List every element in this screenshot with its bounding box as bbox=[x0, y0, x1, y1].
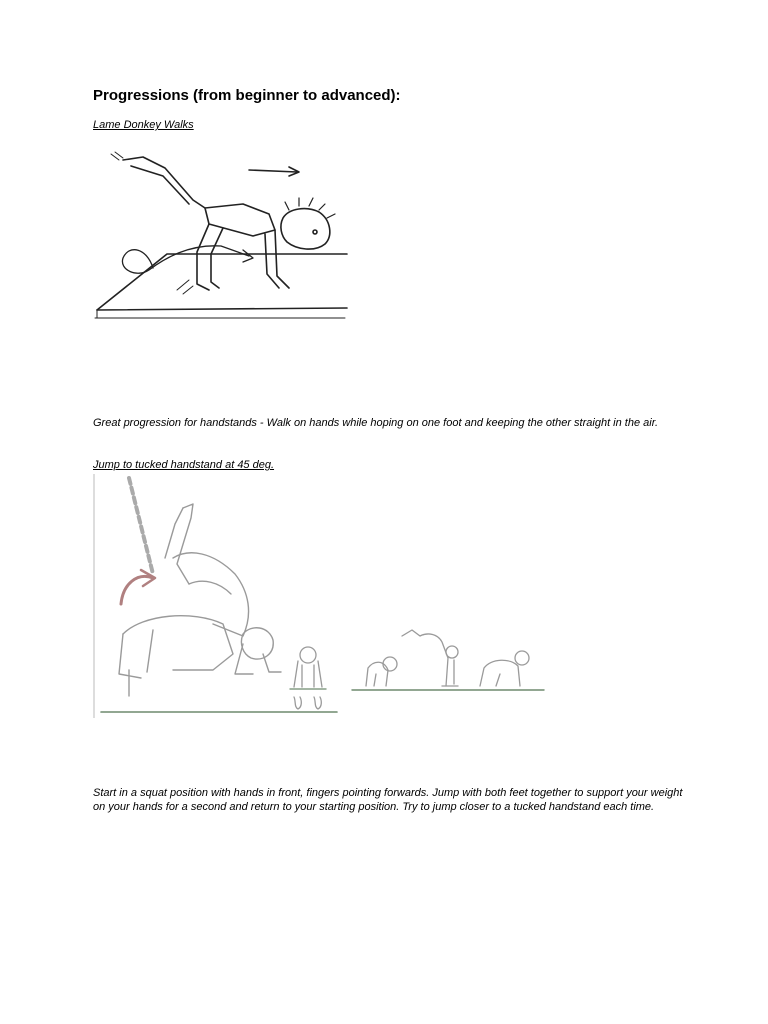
lame-donkey-walk-illustration bbox=[93, 148, 351, 322]
jump-to-tucked-handstand-description: Start in a squat position with hands in front, fingers pointing forwards. Jump with both feet together to support your weight on your hands for a second and return to your starting position. Try to jump closer to a tucked handstand each time. bbox=[93, 787, 683, 813]
section-title-jump-to-tucked-handstand: Jump to tucked handstand at 45 deg. bbox=[93, 459, 275, 471]
section-title-lame-donkey-walks: Lame Donkey Walks bbox=[93, 119, 194, 131]
page-heading: Progressions (from beginner to advanced): bbox=[93, 87, 401, 104]
jump-sequence-illustration bbox=[350, 624, 546, 696]
lame-donkey-walk-description: Great progression for handstands - Walk on hands while hoping on one foot and keeping the other straight in the air. bbox=[93, 417, 659, 429]
squat-position-figure bbox=[286, 645, 332, 715]
